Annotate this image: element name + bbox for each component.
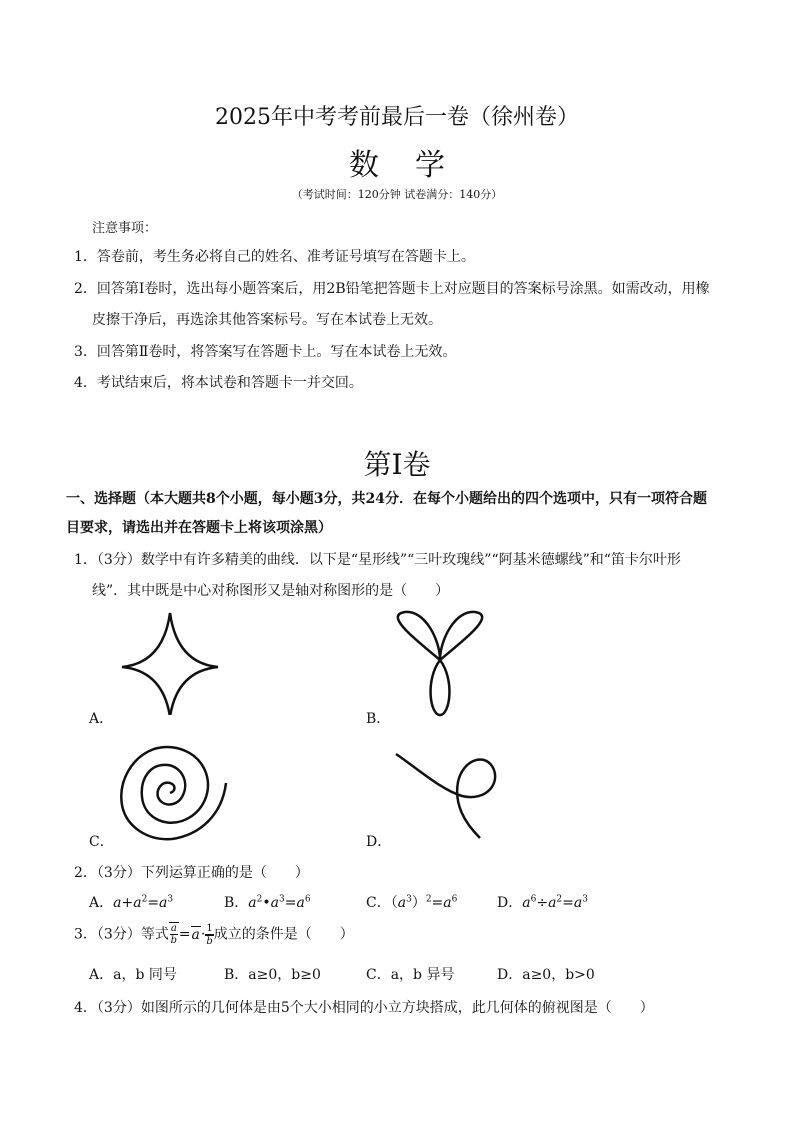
q2-option-a: A．$a+a^2=a^3$	[89, 894, 174, 911]
q3-stem: 3．（3分）等式 $\frac{a}{b}$ =a· $\frac{1}{b}$ 成立的条件是（ ）	[74, 922, 354, 947]
note-item-2-cont: 皮擦干净后，再选涂其他答案标号。写在本试卷上无效。	[92, 312, 442, 328]
q2-option-d: D．$a^6\div a^2=a^3$	[497, 894, 588, 911]
q3-option-b: B．a≥0，b≥0	[224, 967, 321, 983]
q1-option-b-label: B．	[366, 711, 391, 727]
note-item-4: 4．考试结束后，将本试卷和答题卡一并交回。	[74, 375, 363, 391]
q2-option-c: C．$(a^3)^2=a^6$	[366, 894, 458, 911]
q3-option-a: A．a，b 同号	[89, 967, 177, 983]
astroid-figure	[115, 605, 225, 715]
q1-option-a-label: A．	[89, 711, 114, 727]
note-item-3: 3．回答第Ⅱ卷时，将答案写在答题卡上。写在本试卷上无效。	[74, 344, 457, 360]
q1-option-c-label: C．	[89, 834, 114, 850]
note-item-2: 2．回答第Ⅰ卷时，选出每小题答案后，用2B铅笔把答题卡上对应题目的答案标号涂黑。如需改动，用橡	[74, 281, 710, 297]
section-1-heading-cont: 目要求，请选出并在答题卡上将该项涂黑）	[66, 520, 332, 536]
subject-title: 数学	[349, 148, 481, 183]
q1-stem: 1．（3分）数学中有许多精美的曲线．以下是“星形线”“三叶玫瑰线”“阿基米德螺线”和“笛卡尔叶形	[74, 552, 681, 568]
part-title: 第Ⅰ卷	[363, 448, 431, 481]
notes-title: 注意事项：	[92, 221, 158, 236]
q3-formula: $\frac{a}{b}$	[170, 923, 178, 946]
q1-option-d-label: D．	[366, 834, 392, 850]
q3-option-c: C．a，b 异号	[366, 967, 455, 983]
q4-stem: 4．（3分）如图所示的几何体是由5个大小相同的小立方块搭成，此几何体的俯视图是（ ）	[74, 1000, 654, 1016]
exam-info: （考试时间：120分钟 试卷满分：140分）	[291, 188, 503, 201]
q3-option-d: D．a≥0，b>0	[497, 967, 595, 983]
folium-of-descartes-figure	[392, 742, 522, 842]
three-leaf-rose-figure	[385, 610, 525, 720]
section-1-heading: 一、选择题（本大题共8个小题，每小题3分，共24分．在每个小题给出的四个选项中，只有一项符合题	[66, 491, 707, 507]
q2-stem: 2．（3分）下列运算正确的是（ ）	[74, 865, 309, 881]
q1-stem-cont: 线”．其中既是中心对称图形又是轴对称图形的是（ ）	[92, 583, 450, 599]
archimedean-spiral-figure	[112, 735, 237, 845]
q2-option-b: B．$a^2•a^3=a^6$	[224, 894, 311, 911]
exam-title: 2025年中考考前最后一卷（徐州卷）	[215, 105, 579, 130]
note-item-1: 1．答卷前，考生务必将自己的姓名、准考证号填写在答题卡上。	[74, 249, 475, 265]
